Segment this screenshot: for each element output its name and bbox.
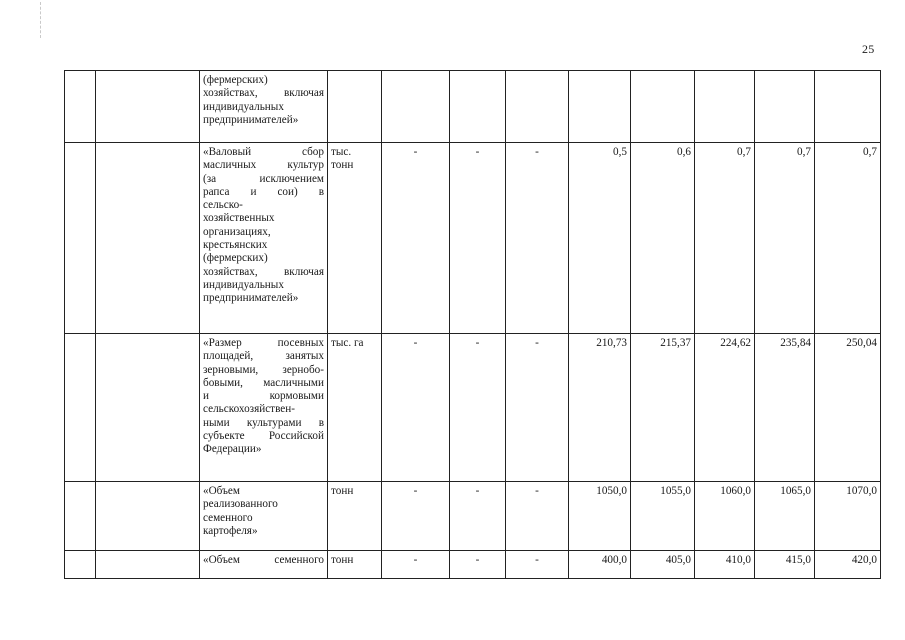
unit-cell xyxy=(328,551,382,579)
value-cell: 0,7 xyxy=(755,143,815,334)
value-cell: 224,62 xyxy=(695,334,755,482)
value-cell xyxy=(755,71,815,143)
table-row xyxy=(65,334,881,482)
value-cell: 1065,0 xyxy=(755,482,815,551)
table-row xyxy=(65,551,881,579)
row-number-cell xyxy=(65,551,96,579)
value-cell: 415,0 xyxy=(755,551,815,579)
value-cell: - xyxy=(382,482,450,551)
description-line: хозяйствах, включая xyxy=(203,87,324,100)
description-line: сельско- xyxy=(203,199,243,212)
description-line: Федерации» xyxy=(203,443,262,456)
program-cell xyxy=(96,551,200,579)
description-line: субъекте Российской xyxy=(203,430,324,443)
table-row xyxy=(65,71,881,143)
description-line: предпринимателей» xyxy=(203,292,299,305)
value-cell xyxy=(695,71,755,143)
value-cell: - xyxy=(382,334,450,482)
value-cell xyxy=(631,71,695,143)
value-cell: 1055,0 xyxy=(631,482,695,551)
unit-cell xyxy=(328,482,382,551)
indicators-table xyxy=(64,70,881,579)
value-cell: - xyxy=(506,482,569,551)
description-line: (за исключением xyxy=(203,172,324,185)
value-cell xyxy=(815,71,881,143)
row-number-cell xyxy=(65,334,96,482)
value-cell: 250,04 xyxy=(815,334,881,482)
indicator-description xyxy=(200,334,328,482)
description-line: (фермерских) xyxy=(203,252,268,265)
row-number-cell xyxy=(65,71,96,143)
description-line: индивидуальных xyxy=(203,100,284,113)
value-cell: - xyxy=(506,551,569,579)
indicator-description xyxy=(200,482,328,551)
description-line: организациях, xyxy=(203,225,271,238)
value-cell: 235,84 xyxy=(755,334,815,482)
value-cell: 420,0 xyxy=(815,551,881,579)
description-line: масличных культур xyxy=(203,159,324,172)
description-line: сельскохозяйствен- xyxy=(203,403,295,416)
description-line: реализованного xyxy=(203,498,278,511)
description-line: картофеля» xyxy=(203,524,258,537)
description-line: хозяйствах, включая xyxy=(203,265,324,278)
value-cell: 1060,0 xyxy=(695,482,755,551)
unit-line: тонн xyxy=(331,485,354,497)
value-cell: - xyxy=(506,143,569,334)
value-cell: 1070,0 xyxy=(815,482,881,551)
description-line: хозяйственных xyxy=(203,212,275,225)
row-number-cell xyxy=(65,143,96,334)
value-cell xyxy=(382,71,450,143)
description-line: семенного xyxy=(203,511,253,524)
unit-line: тонн xyxy=(331,159,354,172)
description-line: (фермерских) xyxy=(203,74,268,86)
value-cell: - xyxy=(506,334,569,482)
margin-mark xyxy=(40,2,41,38)
unit-line: тыс. xyxy=(331,146,352,158)
page-number: 25 xyxy=(862,42,875,56)
table-row xyxy=(65,143,881,334)
indicator-description xyxy=(200,143,328,334)
description-line: бовыми, масличными xyxy=(203,376,324,389)
description-line: «Объем семенного xyxy=(203,554,324,566)
description-line: площадей, занятых xyxy=(203,350,324,363)
value-cell: 1050,0 xyxy=(569,482,631,551)
description-line: индивидуальных xyxy=(203,278,284,291)
indicator-description xyxy=(200,71,328,143)
value-cell: 0,5 xyxy=(569,143,631,334)
indicator-description xyxy=(200,551,328,579)
value-cell: 0,7 xyxy=(815,143,881,334)
table-row xyxy=(65,482,881,551)
program-cell xyxy=(96,482,200,551)
description-line: предпринимателей» xyxy=(203,113,299,126)
description-line: ными культурами в xyxy=(203,416,324,429)
unit-cell xyxy=(328,334,382,482)
value-cell xyxy=(450,71,506,143)
value-cell: - xyxy=(450,482,506,551)
unit-cell xyxy=(328,71,382,143)
description-line: крестьянских xyxy=(203,239,268,252)
program-cell xyxy=(96,334,200,482)
value-cell: - xyxy=(450,334,506,482)
value-cell: 400,0 xyxy=(569,551,631,579)
value-cell: 0,6 xyxy=(631,143,695,334)
unit-line: тонн xyxy=(331,554,354,566)
description-line: зерновыми, зернобо- xyxy=(203,363,324,376)
description-line: «Объем xyxy=(203,485,240,497)
value-cell: - xyxy=(382,143,450,334)
value-cell xyxy=(506,71,569,143)
value-cell xyxy=(569,71,631,143)
description-line: рапса и сои) в xyxy=(203,185,324,198)
value-cell: 210,73 xyxy=(569,334,631,482)
value-cell: 410,0 xyxy=(695,551,755,579)
value-cell: - xyxy=(450,551,506,579)
value-cell: - xyxy=(382,551,450,579)
unit-cell xyxy=(328,143,382,334)
value-cell: 405,0 xyxy=(631,551,695,579)
description-line: «Размер посевных xyxy=(203,337,324,349)
row-number-cell xyxy=(65,482,96,551)
program-cell xyxy=(96,71,200,143)
value-cell: 215,37 xyxy=(631,334,695,482)
program-cell xyxy=(96,143,200,334)
unit-line: тыс. га xyxy=(331,337,364,349)
description-line: и кормовыми xyxy=(203,390,324,403)
value-cell: - xyxy=(450,143,506,334)
description-line: «Валовый сбор xyxy=(203,146,324,158)
value-cell: 0,7 xyxy=(695,143,755,334)
